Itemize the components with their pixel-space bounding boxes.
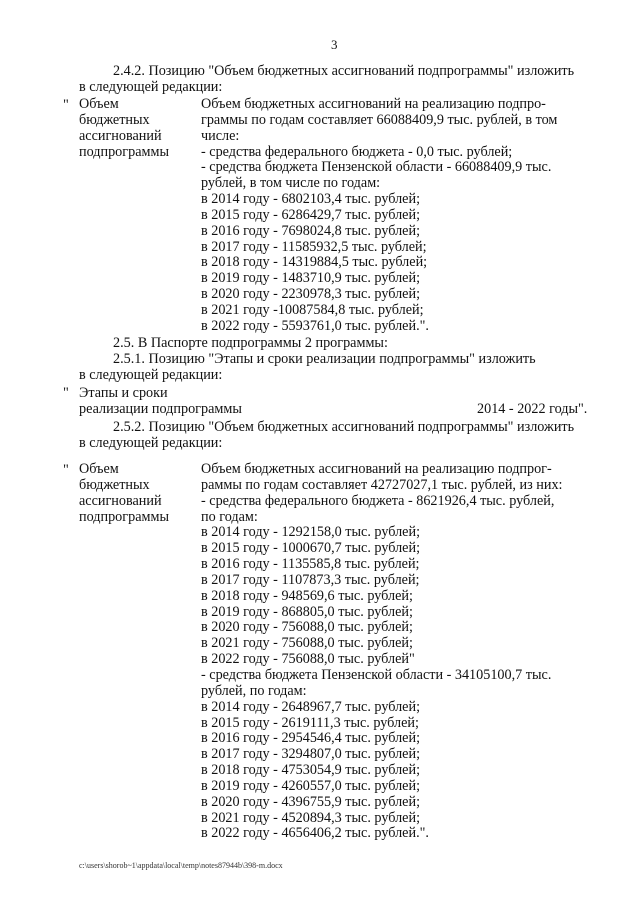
content-line: - средства бюджета Пензенской области - 34105100,7 тыс.	[201, 666, 552, 683]
content-line: в 2020 году - 756088,0 тыс. рублей;	[201, 619, 413, 636]
content-line: в 2018 году - 948569,6 тыс. рублей;	[201, 587, 413, 604]
content-line: в 2017 году - 11585932,5 тыс. рублей;	[201, 238, 427, 255]
block2-value: 2014 - 2022 годы".	[477, 401, 588, 417]
content-line: по годам:	[201, 508, 258, 525]
content-line: в 2017 году - 1107873,3 тыс. рублей;	[201, 571, 420, 588]
block1-label-line: бюджетных	[79, 111, 150, 128]
content-line: в 2018 году - 4753054,9 тыс. рублей;	[201, 762, 421, 779]
content-line: Объем бюджетных ассигнований на реализацию подпрог-	[201, 461, 552, 477]
content-line: в 2021 году - 4520894,3 тыс. рублей;	[201, 809, 421, 826]
content-line: числе:	[201, 127, 240, 144]
content-line: в 2021 году - 756088,0 тыс. рублей;	[201, 635, 413, 652]
content-line: раммы по годам составляет 42727027,1 тыс. рублей, из них:	[201, 476, 563, 493]
content-line: - средства федерального бюджета - 0,0 тыс. рублей;	[201, 143, 513, 160]
block3-label-line: ассигнований	[79, 492, 162, 509]
section-2-5-1-line2: в следующей редакции:	[79, 367, 223, 383]
content-line: в 2014 году - 2648967,7 тыс. рублей;	[201, 698, 421, 715]
content-line: в 2017 году - 3294807,0 тыс. рублей;	[201, 746, 421, 763]
content-line: - средства бюджета Пензенской области - 66088409,9 тыс.	[201, 159, 552, 176]
content-line: в 2015 году - 6286429,7 тыс. рублей;	[201, 206, 421, 223]
content-line: Объем бюджетных ассигнований на реализацию подпро-	[201, 96, 546, 112]
block3-label	[79, 462, 169, 525]
footer-file-path: c:\users\shorob~1\appdata\local\temp\notes87944b\398-m.docx	[79, 861, 283, 870]
page-number: 3	[331, 37, 338, 52]
content-line: в 2016 году - 1135585,8 тыс. рублей;	[201, 556, 420, 573]
block2-label-line2: реализации подпрограммы	[79, 401, 242, 417]
block2-open-quote: "	[63, 385, 69, 401]
content-line: в 2016 году - 7698024,8 тыс. рублей;	[201, 222, 421, 239]
block2-label-line1: Этапы и сроки	[79, 385, 168, 401]
block1-open-quote: "	[63, 97, 69, 113]
content-line: в 2022 году - 5593761,0 тыс. рублей.".	[201, 317, 429, 334]
content-line: в 2015 году - 2619111,3 тыс. рублей;	[201, 714, 419, 731]
section-2-4-2-line2: в следующей редакции:	[79, 79, 223, 95]
content-line: в 2019 году - 1483710,9 тыс. рублей;	[201, 270, 421, 287]
content-line: - средства федерального бюджета - 8621926,4 тыс. рублей,	[201, 492, 555, 509]
content-line: рублей, в том числе по годам:	[201, 175, 381, 192]
block1-label-line: подпрограммы	[79, 143, 169, 160]
block3-label-line: бюджетных	[79, 476, 150, 493]
content-line: граммы по годам составляет 66088409,9 тыс. рублей, в том	[201, 111, 558, 128]
section-2-4-2-line1: 2.4.2. Позицию "Объем бюджетных ассигнований подпрограммы" изложить	[113, 63, 575, 79]
content-line: в 2016 году - 2954546,4 тыс. рублей;	[201, 730, 421, 747]
content-line: в 2020 году - 4396755,9 тыс. рублей;	[201, 793, 421, 810]
block3-open-quote: "	[63, 462, 69, 478]
content-line: в 2019 году - 4260557,0 тыс. рублей;	[201, 777, 421, 794]
content-line: рублей, по годам:	[201, 682, 307, 699]
block1-label-line: ассигнований	[79, 127, 162, 144]
content-line: в 2015 году - 1000670,7 тыс. рублей;	[201, 540, 421, 557]
block3-content	[201, 462, 563, 842]
block3-label-line: подпрограммы	[79, 508, 169, 525]
content-line: в 2014 году - 1292158,0 тыс. рублей;	[201, 524, 421, 541]
block3-label-line: Объем	[79, 461, 119, 477]
section-2-5-1-line1: 2.5.1. Позицию "Этапы и сроки реализации подпрограммы" изложить	[113, 351, 536, 367]
content-line: в 2022 году - 756088,0 тыс. рублей"	[201, 651, 415, 668]
content-line: в 2021 году -10087584,8 тыс. рублей;	[201, 301, 424, 318]
section-2-5-2-line2: в следующей редакции:	[79, 435, 223, 451]
content-line: в 2018 году - 14319884,5 тыс. рублей;	[201, 254, 428, 271]
block1-label	[79, 97, 169, 160]
section-2-5: 2.5. В Паспорте подпрограммы 2 программы:	[113, 335, 388, 351]
content-line: в 2022 году - 4656406,2 тыс. рублей.".	[201, 825, 429, 842]
section-2-5-2-line1: 2.5.2. Позицию "Объем бюджетных ассигнований подпрограммы" изложить	[113, 419, 575, 435]
block1-content	[201, 97, 557, 335]
content-line: в 2020 году - 2230978,3 тыс. рублей;	[201, 286, 421, 303]
block1-label-line: Объем	[79, 96, 119, 112]
content-line: в 2019 году - 868805,0 тыс. рублей;	[201, 603, 413, 620]
content-line: в 2014 году - 6802103,4 тыс. рублей;	[201, 191, 421, 208]
